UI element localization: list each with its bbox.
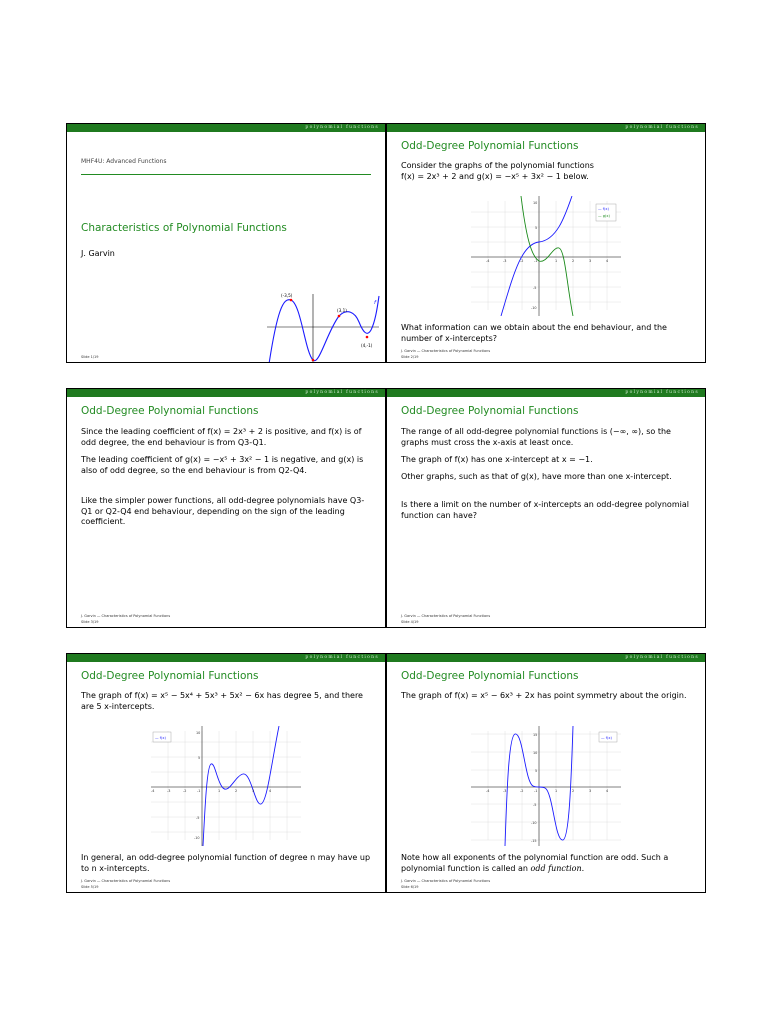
graph-fg <box>471 196 621 316</box>
point-label: (4,-1) <box>361 343 373 348</box>
y-tick: 10 <box>533 751 538 755</box>
slide-header-bar <box>387 654 705 662</box>
y-tick: -15 <box>531 839 537 843</box>
point-label: (3,1) <box>337 308 347 313</box>
slide-header-bar <box>67 654 385 662</box>
x-tick: 1 <box>555 789 558 793</box>
header-label: polynomial functions <box>625 125 699 130</box>
slide-number: Slide 5/19 <box>81 885 99 889</box>
legend-entry: — f(x) <box>598 207 609 211</box>
slide-4 <box>386 388 706 628</box>
x-tick: -2 <box>183 789 187 793</box>
header-label: polynomial functions <box>305 655 379 660</box>
paragraph: The leading coefficient of g(x) = −x⁵ + 3x² − 1 is negative, and g(x) is also of odd degree, so the end behaviour is from Q2-Q4. <box>81 455 364 475</box>
paragraph: The range of all odd-degree polynomial functions is (−∞, ∞), so the graphs must cross the x-axis at least once. <box>401 427 671 447</box>
x-tick: -2 <box>520 789 524 793</box>
slide-1 <box>66 123 386 370</box>
paragraph: The graph of f(x) = x⁵ − 5x⁴ + 5x³ + 5x² − 6x has degree 5, and there are 5 x-intercepts. <box>81 691 363 711</box>
x-tick: 3 <box>589 259 592 263</box>
slide-number: Slide 3/19 <box>81 620 99 624</box>
author-name: J. Garvin <box>81 249 115 258</box>
header-label: polynomial functions <box>305 390 379 395</box>
x-tick: -4 <box>486 259 490 263</box>
presentation-title: Characteristics of Polynomial Functions <box>81 222 287 234</box>
paragraph-text: Note how all exponents of the polynomial function are odd. Such a polynomial function is called an <box>401 853 669 873</box>
x-tick: -4 <box>151 789 155 793</box>
slide-header-bar <box>387 124 705 132</box>
slide-3 <box>66 388 386 628</box>
title-rule <box>81 174 371 175</box>
paragraph <box>401 853 695 874</box>
slide-footer: J. Garvin — Characteristics of Polynomial Functions <box>401 349 491 353</box>
x-tick: 4 <box>269 789 272 793</box>
header-label: polynomial functions <box>625 655 699 660</box>
slide-title: Odd-Degree Polynomial Functions <box>401 140 579 152</box>
slide-6 <box>386 653 706 893</box>
slide-header-bar <box>67 124 385 132</box>
legend-entry: — f(x) <box>155 736 166 740</box>
paragraph: Other graphs, such as that of g(x), have more than one x-intercept. <box>401 472 672 481</box>
y-tick: 5 <box>535 226 538 230</box>
intro-text: Consider the graphs of the polynomial functions <box>401 161 594 170</box>
slide-header-bar <box>387 389 705 397</box>
x-tick: -1 <box>534 259 538 263</box>
y-tick: -5 <box>533 286 537 290</box>
paragraph: Like the simpler power functions, all odd-degree polynomials have Q3-Q1 or Q2-Q4 end behaviour, depending on the sign of the leading coefficient. <box>81 496 365 526</box>
x-tick: -3 <box>503 789 507 793</box>
x-tick: 2 <box>235 789 238 793</box>
y-tick: 10 <box>196 731 201 735</box>
x-tick: 1 <box>218 789 221 793</box>
slide-number: Slide 2/19 <box>401 355 419 359</box>
y-tick: -5 <box>196 816 200 820</box>
slide-title: Odd-Degree Polynomial Functions <box>401 670 579 682</box>
x-tick: 2 <box>572 789 575 793</box>
x-tick: -1 <box>197 789 201 793</box>
y-tick: -5 <box>533 803 537 807</box>
point-label: (-3,5) <box>281 293 293 298</box>
slide-2 <box>386 123 706 363</box>
paragraph: Since the leading coefficient of f(x) = 2x³ + 2 is positive, and f(x) is of odd degree, the end behaviour is from Q3-Q1. <box>81 427 362 447</box>
functions-text: f(x) = 2x³ + 2 and g(x) = −x⁵ + 3x² − 1 below. <box>401 172 589 181</box>
slide-footer: J. Garvin — Characteristics of Polynomial Functions <box>401 879 491 883</box>
slide-title: Odd-Degree Polynomial Functions <box>401 405 579 417</box>
slide-number: Slide 4/19 <box>401 620 419 624</box>
x-tick: 2 <box>572 259 575 263</box>
slide-title: Odd-Degree Polynomial Functions <box>81 405 259 417</box>
slide-footer: J. Garvin — Characteristics of Polynomial Functions <box>81 614 171 618</box>
course-name: MHF4U: Advanced Functions <box>81 158 167 165</box>
slide-header-bar <box>67 389 385 397</box>
y-tick: 5 <box>198 756 201 760</box>
graph-f <box>471 726 621 846</box>
x-tick: 3 <box>589 789 592 793</box>
x-tick: -4 <box>486 789 490 793</box>
slide-number: Slide 1/19 <box>81 355 99 359</box>
y-tick: -10 <box>194 836 200 840</box>
slide-footer: J. Garvin — Characteristics of Polynomial Functions <box>81 879 171 883</box>
y-tick: -10 <box>531 821 537 825</box>
x-tick: 4 <box>606 789 609 793</box>
paragraph: The graph of f(x) = x⁵ − 6x³ + 2x has point symmetry about the origin. <box>401 691 687 700</box>
x-tick: 1 <box>555 259 558 263</box>
question-text: What information can we obtain about the end behaviour, and the number of x-intercepts? <box>401 323 667 343</box>
legend-entry: — g(x) <box>598 214 610 218</box>
paragraph: The graph of f(x) has one x-intercept at x = −1. <box>401 455 593 464</box>
y-tick: 10 <box>533 201 538 205</box>
x-tick: -2 <box>520 259 524 263</box>
header-label: polynomial functions <box>625 390 699 395</box>
curve-label: f <box>374 300 376 306</box>
slide-number: Slide 6/19 <box>401 885 419 889</box>
header-label: polynomial functions <box>305 125 379 130</box>
y-tick: 15 <box>533 733 538 737</box>
y-tick: 5 <box>535 769 538 773</box>
emphasis-text: odd function. <box>530 863 585 873</box>
x-tick: -1 <box>534 789 538 793</box>
paragraph: In general, an odd-degree polynomial function of degree n may have up to n x-intercepts. <box>81 853 371 873</box>
y-tick: -10 <box>531 306 537 310</box>
x-tick: 4 <box>606 259 609 263</box>
x-tick: -3 <box>167 789 171 793</box>
legend-entry: — f(x) <box>601 736 612 740</box>
paragraph: Is there a limit on the number of x-intercepts an odd-degree polynomial function can have? <box>401 500 689 520</box>
title-graph: (-3,5) (3,1) (4,-1) (-1,-3) f <box>263 292 383 363</box>
x-tick: -3 <box>503 259 507 263</box>
slide-footer: J. Garvin — Characteristics of Polynomial Functions <box>401 614 491 618</box>
graph-f <box>151 726 301 846</box>
x-tick: 3 <box>252 789 255 793</box>
slide-title: Odd-Degree Polynomial Functions <box>81 670 259 682</box>
slide-5 <box>66 653 386 893</box>
